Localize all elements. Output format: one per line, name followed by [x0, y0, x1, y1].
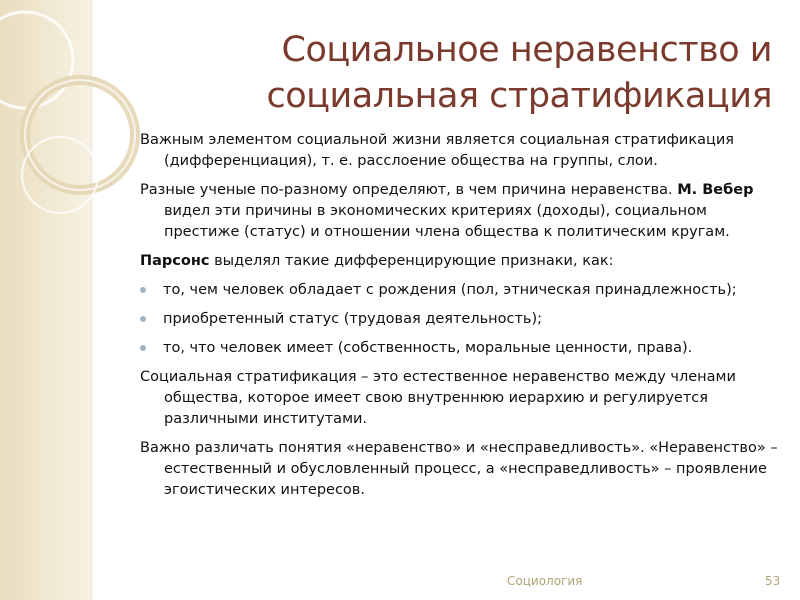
bullet-item — [140, 309, 780, 330]
bullet-item — [140, 280, 780, 301]
title-line-1: Социальное неравенство и — [281, 30, 772, 70]
paragraph-parsons-rest: выделял такие дифференцирующие признаки, как: — [209, 253, 614, 269]
title-line-2: социальная стратификация — [266, 75, 772, 116]
bullet-dot-icon — [140, 316, 146, 322]
slide-content — [140, 130, 780, 509]
page-number: 53 — [765, 574, 781, 588]
bullet-dot-icon — [140, 345, 146, 351]
paragraph-weber-text: Разные ученые по-разному определяют, в чем причина неравенства. — [140, 182, 678, 198]
paragraph-inequality-vs-injustice: Важно различать понятия «неравенство» и «несправедливость». «Неравенство» – естественный и обусловленный процесс, а «несправедливость» – проявление эгоистических интересов. — [140, 440, 778, 498]
paragraph-weber-rest: видел эти причины в экономических критериях (доходы), социальном престиже (статус) и отношении члена общества к политическим кругам. — [164, 203, 730, 240]
bullet-dot-icon — [140, 287, 146, 293]
footer-subject: Социология — [507, 574, 583, 588]
weber-name: М. Вебер — [677, 182, 754, 198]
bullet-item — [140, 338, 780, 359]
bullet-text: то, что человек имеет (собственность, моральные ценности, права). — [163, 340, 693, 356]
slide-title — [172, 28, 772, 119]
paragraph-parsons — [140, 251, 780, 272]
paragraph-weber — [140, 180, 780, 243]
bullet-text: приобретенный статус (трудовая деятельность); — [163, 311, 543, 327]
paragraph-stratification-hierarchy: Социальная стратификация – это естественное неравенство между членами общества, которое имеет свою внутреннюю иерархию и регулируется различными институтами. — [140, 369, 736, 427]
bullet-text: то, чем человек обладает с рождения (пол, этническая принадлежность); — [163, 282, 737, 298]
parsons-name: Парсонс — [140, 253, 210, 269]
paragraph-stratification-definition: Важным элементом социальной жизни является социальная стратификация (дифференциация), т. е. расслоение общества на группы, слои. — [140, 132, 734, 169]
